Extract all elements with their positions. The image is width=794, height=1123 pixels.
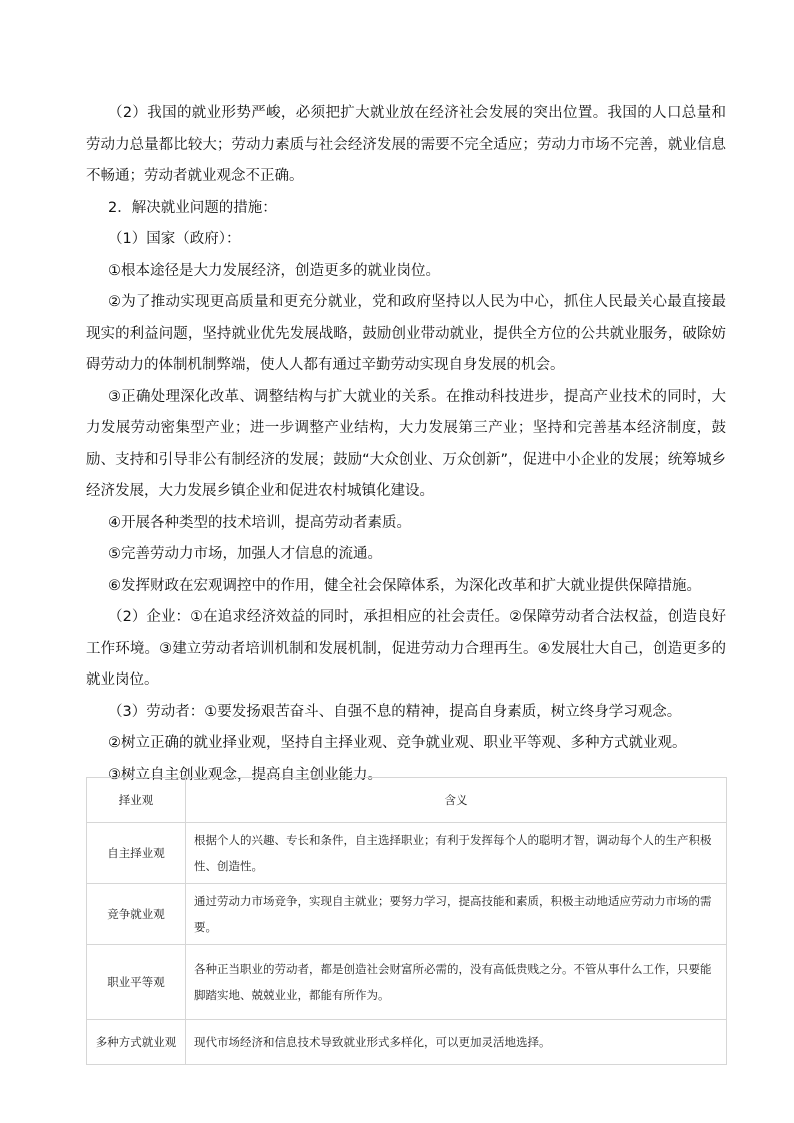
subheading-state: （1）国家（政府）： [108,231,241,247]
table-cell-view: 职业平等观 [87,945,186,1020]
list-item-state-5: ⑤完善劳动力市场，加强人才信息的流通。 [108,546,382,562]
table-header-meaning: 含义 [186,778,727,823]
table-cell-meaning: 现代市场经济和信息技术导致就业形式多样化，可以更加灵活地选择。 [186,1020,727,1065]
paragraph-worker: （3）劳动者：①要发扬艰苦奋斗、自强不息的精神，提高自身素质，树立终身学习观念。 [108,703,682,720]
paragraph-enterprise: （2）企业：①在追求经济效益的同时，承担相应的社会责任。②保障劳动者合法权益，创造良好工作环境。③建立劳动者培训机制和发展机制，促进劳动力合理再生。④发展壮大自己，创造更多的就业岗位。 [86,609,726,688]
table-row [87,945,727,1020]
table-cell-meaning: 根据个人的兴趣、专长和条件，自主选择职业；有利于发挥每个人的聪明才智，调动每个人的生产积极性、创造性。 [186,823,727,884]
paragraph-employment-situation: （2）我国的就业形势严峻，必须把扩大就业放在经济社会发展的突出位置。我国的人口总量和劳动力总量都比较大；劳动力素质与社会经济发展的需要不完全适应；劳动力市场不完善，就业信息不畅通；劳动者就业观念不正确。 [86,105,726,184]
table-cell-meaning: 各种正当职业的劳动者，都是创造社会财富所必需的，没有高低贵贱之分。不管从事什么工作，只要能脚踏实地、兢兢业业，都能有所作为。 [186,945,727,1020]
list-item-state-6: ⑥发挥财政在宏观调控中的作用，健全社会保障体系，为深化改革和扩大就业提供保障措施。 [108,577,701,594]
section-heading-measures: 2．解决就业问题的措施： [108,199,277,216]
table-header-view: 择业观 [87,778,186,823]
table-cell-view: 自主择业观 [87,823,186,884]
list-item-worker-3: ③树立自主创业观念，提高自主创业能力。 [108,766,382,783]
table-row [87,1020,727,1065]
table-row [87,823,727,884]
table-cell-view: 竞争就业观 [87,884,186,945]
list-item-state-2: ②为了推动实现更高质量和更充分就业，党和政府坚持以人民为中心，抓住人民最关心最直接最现实的利益问题，坚持就业优先发展战略，鼓励创业带动就业，提供全方位的公共就业服务，破除妨碍劳动力的体制机制弊端，使人人都有通过辛勤劳动实现自身发展的机会。 [86,294,726,373]
body-text [86,98,726,791]
employment-views-table [86,777,727,1065]
table-cell-meaning: 通过劳动力市场竞争，实现自主就业；要努力学习，提高技能和素质，积极主动地适应劳动力市场的需要。 [186,884,727,945]
list-item-state-1: ①根本途径是大力发展经济，创造更多的就业岗位。 [108,262,440,279]
list-item-state-3: ③正确处理深化改革、调整结构与扩大就业的关系。在推动科技进步，提高产业技术的同时，大力发展劳动密集型产业；进一步调整产业结构，大力发展第三产业；坚持和完善基本经济制度，鼓励、支持和引导非公有制经济的发展；鼓励“大众创业、万众创新”，促进中小企业的发展；统筹城乡经济发展，大力发展乡镇企业和促进农村城镇化建设。 [86,388,726,499]
table-header-row [87,778,727,823]
table-row [87,884,727,945]
table-cell-view: 多种方式就业观 [87,1020,186,1065]
list-item-state-4: ④开展各种类型的技术培训，提高劳动者素质。 [108,514,411,531]
list-item-worker-2: ②树立正确的就业择业观，坚持自主择业观、竞争就业观、职业平等观、多种方式就业观。 [108,735,687,751]
